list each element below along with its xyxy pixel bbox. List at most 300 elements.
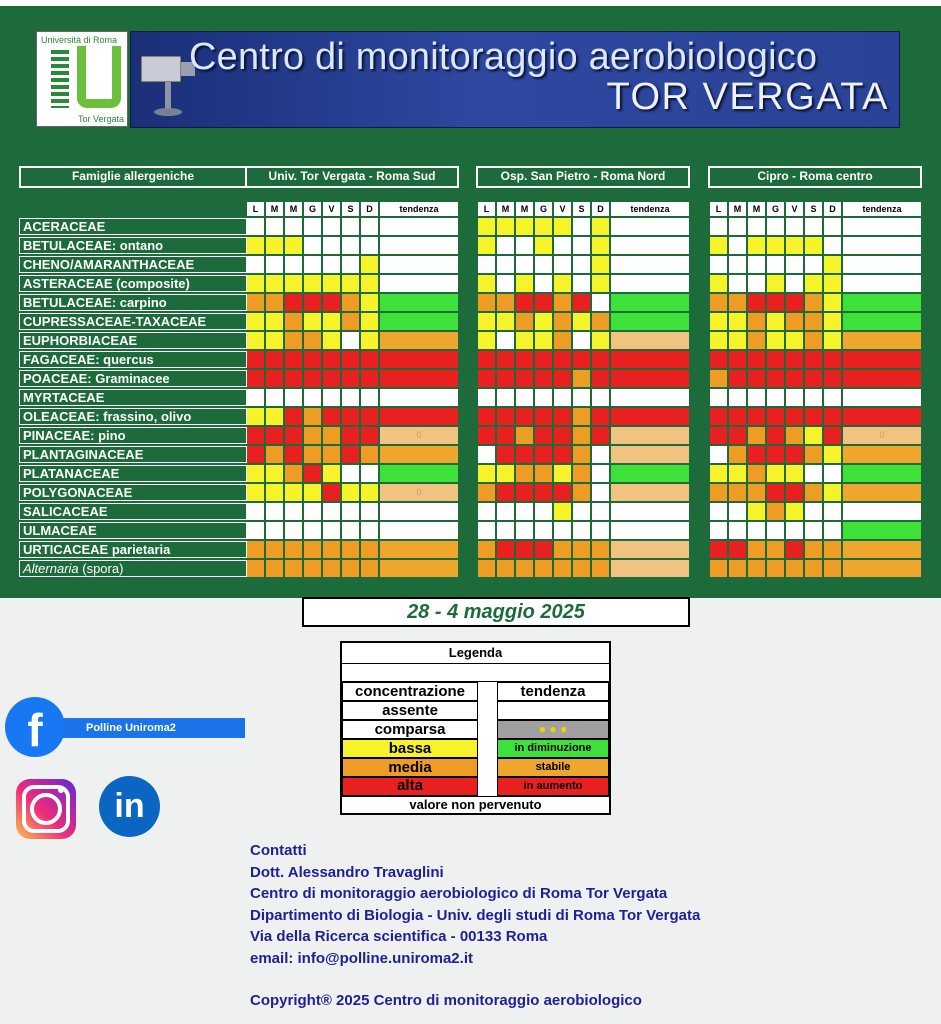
trend-cell <box>380 446 458 463</box>
table-row <box>247 503 458 520</box>
concentration-cell <box>478 237 495 254</box>
concentration-cell <box>304 332 321 349</box>
concentration-cell <box>573 294 590 311</box>
day-header: G <box>535 202 552 216</box>
trend-cell <box>380 256 458 273</box>
concentration-cell <box>323 256 340 273</box>
concentration-cell <box>266 408 283 425</box>
concentration-cell <box>573 408 590 425</box>
legend-low: bassa <box>342 739 478 758</box>
concentration-cell <box>767 541 784 558</box>
table-row <box>710 351 921 368</box>
concentration-cell <box>478 541 495 558</box>
table-row <box>247 256 458 273</box>
concentration-cell <box>323 465 340 482</box>
concentration-cell <box>573 560 590 577</box>
table-row <box>247 351 458 368</box>
concentration-cell <box>767 218 784 235</box>
concentration-cell <box>304 560 321 577</box>
concentration-cell <box>342 237 359 254</box>
legend-high: alta <box>342 777 478 796</box>
day-header: S <box>342 202 359 216</box>
concentration-cell <box>361 484 378 501</box>
concentration-cell <box>247 275 264 292</box>
concentration-cell <box>266 465 283 482</box>
concentration-cell <box>516 294 533 311</box>
concentration-cell <box>285 332 302 349</box>
table-row <box>478 503 689 520</box>
legend-increasing: in aumento <box>497 777 609 796</box>
concentration-cell <box>824 541 841 558</box>
concentration-cell <box>323 503 340 520</box>
concentration-cell <box>573 218 590 235</box>
table-row <box>710 446 921 463</box>
concentration-cell <box>729 465 746 482</box>
concentration-cell <box>247 313 264 330</box>
concentration-cell <box>786 218 803 235</box>
concentration-cell <box>323 275 340 292</box>
concentration-cell <box>786 446 803 463</box>
trend-cell <box>843 560 921 577</box>
day-header: M <box>516 202 533 216</box>
family-name: OLEACEAE: frassino, olivo <box>19 408 247 425</box>
concentration-cell <box>516 446 533 463</box>
family-name: ACERACEAE <box>19 218 247 235</box>
concentration-cell <box>304 370 321 387</box>
table-row <box>247 427 458 444</box>
day-header: L <box>478 202 495 216</box>
concentration-cell <box>361 275 378 292</box>
concentration-cell <box>535 408 552 425</box>
concentration-cell <box>786 332 803 349</box>
concentration-cell <box>247 427 264 444</box>
concentration-cell <box>554 237 571 254</box>
logo-text-top: Università di Roma <box>41 35 118 45</box>
concentration-cell <box>710 294 727 311</box>
concentration-cell <box>824 275 841 292</box>
day-header-row-centro <box>710 202 921 216</box>
concentration-cell <box>247 370 264 387</box>
concentration-cell <box>573 389 590 406</box>
concentration-cell <box>323 332 340 349</box>
trend-cell <box>843 541 921 558</box>
table-row <box>710 503 921 520</box>
trend-cell <box>611 294 689 311</box>
concentration-cell <box>805 237 822 254</box>
concentration-cell <box>535 503 552 520</box>
concentration-cell <box>304 218 321 235</box>
concentration-cell <box>748 408 765 425</box>
concentration-cell <box>767 503 784 520</box>
concentration-cell <box>247 332 264 349</box>
table-row <box>247 370 458 387</box>
concentration-cell <box>748 427 765 444</box>
logo-text-bottom: Tor Vergata <box>77 114 124 124</box>
concentration-cell <box>285 484 302 501</box>
concentration-cell <box>516 465 533 482</box>
table-row <box>478 389 689 406</box>
concentration-cell <box>516 218 533 235</box>
concentration-cell <box>285 503 302 520</box>
concentration-cell <box>285 446 302 463</box>
table-row <box>710 294 921 311</box>
concentration-cell <box>285 370 302 387</box>
table-row <box>247 446 458 463</box>
table-row <box>247 522 458 539</box>
concentration-cell <box>710 503 727 520</box>
concentration-cell <box>729 294 746 311</box>
concentration-cell <box>805 351 822 368</box>
concentration-cell <box>767 560 784 577</box>
concentration-cell <box>361 560 378 577</box>
family-name: ULMACEAE <box>19 522 247 539</box>
concentration-cell <box>729 332 746 349</box>
concentration-cell <box>535 237 552 254</box>
legend-not-received: valore non pervenuto <box>342 796 609 813</box>
concentration-cell <box>824 351 841 368</box>
concentration-cell <box>554 427 571 444</box>
legend-concentration: concentrazione <box>342 682 478 701</box>
concentration-cell <box>748 389 765 406</box>
concentration-cell <box>516 351 533 368</box>
table-row <box>478 484 689 501</box>
trend-header: tendenza <box>843 202 921 216</box>
concentration-cell <box>342 332 359 349</box>
table-row <box>247 275 458 292</box>
concentration-cell <box>592 522 609 539</box>
title-banner <box>130 31 900 128</box>
concentration-cell <box>478 484 495 501</box>
concentration-cell <box>361 370 378 387</box>
concentration-cell <box>247 446 264 463</box>
concentration-cell <box>323 370 340 387</box>
concentration-cell <box>516 484 533 501</box>
concentration-cell <box>767 313 784 330</box>
trend-header: tendenza <box>380 202 458 216</box>
concentration-cell <box>729 522 746 539</box>
concentration-cell <box>304 427 321 444</box>
family-name: CUPRESSACEAE-TAXACEAE <box>19 313 247 330</box>
concentration-cell <box>516 541 533 558</box>
concentration-cell <box>323 541 340 558</box>
concentration-cell <box>748 294 765 311</box>
concentration-cell <box>361 522 378 539</box>
concentration-cell <box>535 484 552 501</box>
concentration-cell <box>247 465 264 482</box>
concentration-cell <box>361 389 378 406</box>
concentration-cell <box>478 275 495 292</box>
trend-cell <box>611 313 689 330</box>
top-border <box>0 0 941 6</box>
concentration-cell <box>592 503 609 520</box>
concentration-cell <box>266 218 283 235</box>
concentration-cell <box>247 484 264 501</box>
contact-department: Dipartimento di Biologia - Univ. degli studi di Roma Tor Vergata <box>250 906 701 924</box>
table-row <box>247 294 458 311</box>
concentration-cell <box>361 313 378 330</box>
concentration-cell <box>497 427 514 444</box>
concentration-cell <box>535 218 552 235</box>
trend-cell <box>843 237 921 254</box>
concentration-cell <box>824 313 841 330</box>
concentration-cell <box>554 503 571 520</box>
family-name: BETULACEAE: carpino <box>19 294 247 311</box>
trend-cell <box>611 389 689 406</box>
legend <box>340 641 611 815</box>
concentration-cell <box>342 465 359 482</box>
concentration-cell <box>710 541 727 558</box>
day-header: V <box>554 202 571 216</box>
legend-medium: media <box>342 758 478 777</box>
concentration-cell <box>729 370 746 387</box>
table-row <box>710 389 921 406</box>
concentration-cell <box>748 218 765 235</box>
instagram-icon[interactable] <box>8 775 88 839</box>
concentration-cell <box>824 560 841 577</box>
concentration-cell <box>710 275 727 292</box>
concentration-cell <box>824 389 841 406</box>
concentration-cell <box>554 560 571 577</box>
concentration-cell <box>573 370 590 387</box>
concentration-cell <box>361 256 378 273</box>
trend-cell <box>380 275 458 292</box>
university-logo <box>36 31 128 127</box>
table-row <box>247 389 458 406</box>
concentration-cell <box>824 427 841 444</box>
concentration-cell <box>748 503 765 520</box>
table-row <box>247 313 458 330</box>
concentration-cell <box>516 408 533 425</box>
concentration-cell <box>554 522 571 539</box>
grid-sud <box>247 218 458 579</box>
concentration-cell <box>497 408 514 425</box>
concentration-cell <box>342 446 359 463</box>
concentration-cell <box>497 218 514 235</box>
concentration-cell <box>266 522 283 539</box>
concentration-cell <box>748 484 765 501</box>
concentration-cell <box>824 294 841 311</box>
trend-cell <box>611 370 689 387</box>
concentration-cell <box>592 541 609 558</box>
family-name: POACEAE: Graminacee <box>19 370 247 387</box>
trend-cell <box>611 218 689 235</box>
contact-address: Via della Ricerca scientifica - 00133 Roma <box>250 928 548 945</box>
trend-cell <box>380 503 458 520</box>
trend-cell <box>380 465 458 482</box>
concentration-cell <box>748 465 765 482</box>
trend-cell <box>611 541 689 558</box>
concentration-cell <box>535 427 552 444</box>
family-name: PLANTAGINACEAE <box>19 446 247 463</box>
concentration-cell <box>247 351 264 368</box>
table-row <box>478 218 689 235</box>
concentration-cell <box>323 218 340 235</box>
concentration-cell <box>516 237 533 254</box>
concentration-cell <box>516 370 533 387</box>
concentration-cell <box>592 370 609 387</box>
legend-stable: stabile <box>497 758 609 777</box>
facebook-icon[interactable]: f <box>5 697 65 757</box>
concentration-cell <box>573 275 590 292</box>
concentration-cell <box>729 446 746 463</box>
concentration-cell <box>573 465 590 482</box>
trend-cell: 0 <box>380 427 458 444</box>
concentration-cell <box>266 560 283 577</box>
concentration-cell <box>554 484 571 501</box>
family-name: CHENO/AMARANTHACEAE <box>19 256 247 273</box>
concentration-cell <box>805 560 822 577</box>
concentration-cell <box>786 465 803 482</box>
trend-cell <box>843 503 921 520</box>
day-header: D <box>824 202 841 216</box>
concentration-cell <box>478 427 495 444</box>
concentration-cell <box>285 218 302 235</box>
table-row <box>478 256 689 273</box>
concentration-cell <box>535 313 552 330</box>
concentration-cell <box>323 313 340 330</box>
trend-cell <box>611 446 689 463</box>
concentration-cell <box>516 332 533 349</box>
concentration-cell <box>516 256 533 273</box>
trend-cell <box>380 541 458 558</box>
banner-title: Centro di monitoraggio aerobiologico <box>189 36 818 78</box>
trend-cell <box>843 484 921 501</box>
table-row <box>710 256 921 273</box>
contact-center: Centro di monitoraggio aerobiologico di Roma Tor Vergata <box>250 885 668 902</box>
concentration-cell <box>573 503 590 520</box>
concentration-cell <box>342 560 359 577</box>
legend-not-received-dots: ● ● ● <box>497 720 609 739</box>
table-row <box>710 332 921 349</box>
day-header: V <box>323 202 340 216</box>
concentration-cell <box>478 294 495 311</box>
concentration-cell <box>710 313 727 330</box>
table-row <box>710 237 921 254</box>
concentration-cell <box>323 522 340 539</box>
concentration-cell <box>516 503 533 520</box>
concentration-cell <box>304 408 321 425</box>
concentration-cell <box>247 522 264 539</box>
concentration-cell <box>573 351 590 368</box>
concentration-cell <box>304 522 321 539</box>
concentration-cell <box>805 408 822 425</box>
concentration-cell <box>497 351 514 368</box>
concentration-cell <box>247 503 264 520</box>
table-row <box>478 427 689 444</box>
concentration-cell <box>786 294 803 311</box>
concentration-cell <box>266 313 283 330</box>
concentration-cell <box>342 503 359 520</box>
day-header: G <box>304 202 321 216</box>
table-row <box>710 218 921 235</box>
table-row <box>478 351 689 368</box>
facebook-link[interactable]: Polline Uniroma2 <box>58 718 245 738</box>
concentration-cell <box>247 218 264 235</box>
table-row <box>478 408 689 425</box>
legend-spacer <box>342 664 609 682</box>
concentration-cell <box>767 465 784 482</box>
concentration-cell <box>285 351 302 368</box>
concentration-cell <box>497 313 514 330</box>
trend-cell <box>611 256 689 273</box>
trend-cell: 0 <box>380 484 458 501</box>
concentration-cell <box>767 484 784 501</box>
contacts-heading: Contatti <box>250 842 307 859</box>
concentration-cell <box>786 484 803 501</box>
concentration-cell <box>535 294 552 311</box>
concentration-cell <box>729 484 746 501</box>
concentration-cell <box>573 541 590 558</box>
concentration-cell <box>285 427 302 444</box>
concentration-cell <box>786 541 803 558</box>
concentration-cell <box>729 427 746 444</box>
concentration-cell <box>729 503 746 520</box>
linkedin-icon[interactable]: in <box>99 776 160 837</box>
concentration-cell <box>361 237 378 254</box>
concentration-cell <box>535 389 552 406</box>
concentration-cell <box>247 541 264 558</box>
concentration-cell <box>516 427 533 444</box>
family-name: PLATANACEAE <box>19 465 247 482</box>
concentration-cell <box>592 294 609 311</box>
contacts-gap <box>250 969 700 990</box>
concentration-cell <box>805 313 822 330</box>
concentration-cell <box>767 237 784 254</box>
logo-u-shape <box>77 46 121 108</box>
concentration-cell <box>323 294 340 311</box>
concentration-cell <box>535 256 552 273</box>
concentration-cell <box>710 389 727 406</box>
day-header: M <box>729 202 746 216</box>
contact-email[interactable]: email: info@polline.uniroma2.it <box>250 949 473 967</box>
concentration-cell <box>786 560 803 577</box>
family-name: URTICACEAE parietaria <box>19 541 247 558</box>
concentration-cell <box>554 370 571 387</box>
day-header: M <box>748 202 765 216</box>
concentration-cell <box>497 522 514 539</box>
concentration-cell <box>824 256 841 273</box>
concentration-cell <box>824 408 841 425</box>
trend-cell <box>843 256 921 273</box>
concentration-cell <box>824 218 841 235</box>
concentration-cell <box>247 389 264 406</box>
pollen-trap-icon <box>137 42 197 122</box>
concentration-cell <box>805 275 822 292</box>
day-header: M <box>285 202 302 216</box>
concentration-cell <box>497 541 514 558</box>
concentration-cell <box>554 294 571 311</box>
legend-absent: assente <box>342 701 478 720</box>
concentration-cell <box>247 560 264 577</box>
table-row <box>478 560 689 577</box>
concentration-cell <box>805 522 822 539</box>
concentration-cell <box>266 541 283 558</box>
concentration-cell <box>573 484 590 501</box>
concentration-cell <box>304 275 321 292</box>
concentration-cell <box>285 408 302 425</box>
concentration-cell <box>497 237 514 254</box>
trend-cell <box>380 218 458 235</box>
concentration-cell <box>554 218 571 235</box>
concentration-cell <box>497 256 514 273</box>
concentration-cell <box>729 256 746 273</box>
concentration-cell <box>247 408 264 425</box>
concentration-cell <box>710 237 727 254</box>
day-header: L <box>710 202 727 216</box>
concentration-cell <box>710 351 727 368</box>
trend-cell <box>843 294 921 311</box>
concentration-cell <box>592 332 609 349</box>
